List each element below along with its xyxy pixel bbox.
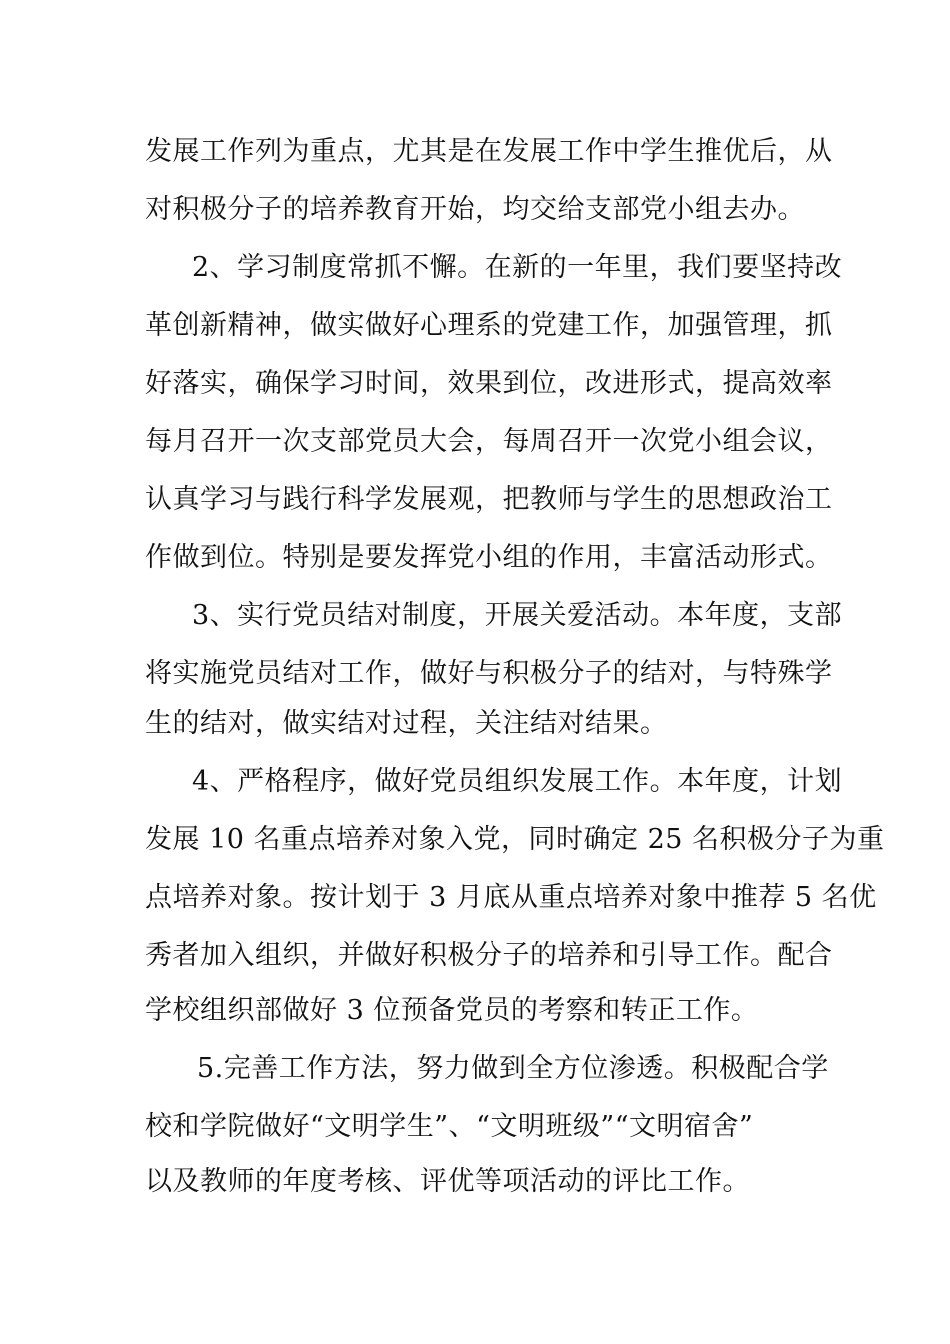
paragraph-line: 每月召开一次支部党员大会，每周召开一次党小组会议， xyxy=(145,426,833,457)
paragraph-line: 2、学习制度常抓不懈。在新的一年里，我们要坚持改 xyxy=(192,252,843,283)
paragraph-line: 作做到位。特别是要发挥党小组的作用，丰富活动形式。 xyxy=(145,542,833,573)
paragraph-line: 革创新精神，做实做好心理系的党建工作，加强管理，抓 xyxy=(145,310,833,341)
paragraph-line: 发展 10 名重点培养对象入党，同时确定 25 名积极分子为重 xyxy=(145,824,885,855)
paragraph-line: 将实施党员结对工作，做好与积极分子的结对，与特殊学 xyxy=(145,658,833,689)
paragraph-line: 发展工作列为重点，尤其是在发展工作中学生推优后，从 xyxy=(145,136,833,167)
paragraph-line: 以及教师的年度考核、评优等项活动的评比工作。 xyxy=(145,1166,750,1197)
paragraph-line: 学校组织部做好 3 位预备党员的考察和转正工作。 xyxy=(145,995,759,1026)
paragraph-line: 秀者加入组织，并做好积极分子的培养和引导工作。配合 xyxy=(145,940,833,971)
paragraph-line: 好落实，确保学习时间，效果到位，改进形式，提高效率 xyxy=(145,368,833,399)
paragraph-line: 5.完善工作方法，努力做到全方位渗透。积极配合学 xyxy=(197,1053,829,1084)
paragraph-line: 生的结对，做实结对过程，关注结对结果。 xyxy=(145,708,668,739)
paragraph-line: 对积极分子的培养教育开始，均交给支部党小组去办。 xyxy=(145,194,805,225)
paragraph-line: 认真学习与践行科学发展观，把教师与学生的思想政治工 xyxy=(145,484,833,515)
paragraph-line: 校和学院做好“文明学生”、“文明班级”“文明宿舍” xyxy=(145,1111,754,1142)
paragraph-line: 3、实行党员结对制度，开展关爱活动。本年度，支部 xyxy=(192,600,843,631)
paragraph-line: 4、严格程序，做好党员组织发展工作。本年度，计划 xyxy=(192,766,843,797)
paragraph-line: 点培养对象。按计划于 3 月底从重点培养对象中推荐 5 名优 xyxy=(145,882,877,913)
